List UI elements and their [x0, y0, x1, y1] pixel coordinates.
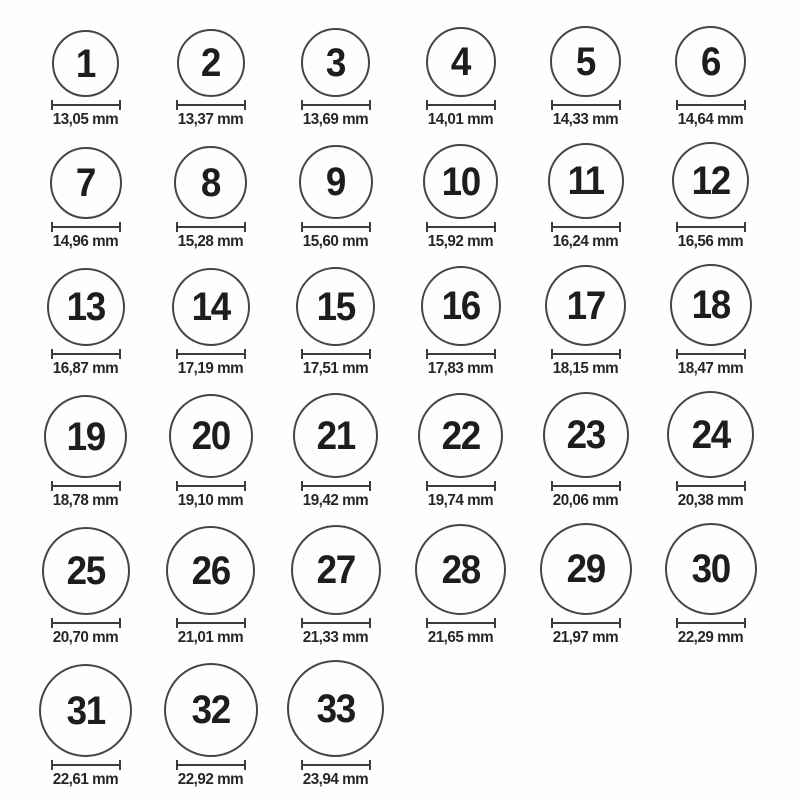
ring-size-cell [148, 268, 273, 377]
ring-circle [548, 143, 624, 219]
ring-size-cell [148, 663, 273, 788]
ring-circle [169, 394, 253, 478]
ring-size-number: 20 [191, 414, 230, 458]
ring-size-cell [23, 268, 148, 377]
ring-circle [423, 144, 498, 219]
ring-size-number: 6 [700, 39, 721, 84]
ring-size-number: 30 [691, 547, 730, 591]
ring-size-number: 23 [566, 413, 605, 457]
diameter-measure-line [301, 349, 371, 359]
diameter-measure-line [676, 349, 746, 359]
diameter-label: 16,24 mm [552, 233, 619, 250]
diameter-measure-line [176, 618, 246, 628]
ring-size-number: 7 [75, 161, 96, 205]
ring-size-cell [398, 266, 523, 377]
diameter-label: 21,65 mm [427, 629, 494, 646]
ring-size-cell [648, 391, 773, 509]
ring-circle [672, 142, 749, 219]
diameter-label: 21,01 mm [177, 629, 244, 646]
ring-size-number: 5 [575, 39, 596, 84]
diameter-measure-line [301, 100, 371, 110]
ring-size-number: 24 [691, 412, 730, 457]
ring-size-number: 26 [191, 548, 230, 593]
diameter-measure-line [51, 618, 121, 628]
ring-size-cell [648, 142, 773, 250]
diameter-label: 16,56 mm [677, 233, 744, 250]
ring-circle [421, 266, 501, 346]
diameter-label: 16,87 mm [52, 360, 119, 377]
ring-size-cell [398, 393, 523, 509]
ring-size-cell [148, 146, 273, 250]
diameter-measure-line [51, 760, 121, 770]
ring-size-row [23, 523, 800, 646]
ring-circle [675, 26, 746, 97]
ring-circle [52, 30, 119, 97]
ring-size-cell [23, 147, 148, 250]
diameter-measure-line [301, 222, 371, 232]
ring-size-number: 14 [191, 285, 230, 329]
ring-size-cell [523, 143, 648, 250]
ring-circle [287, 660, 384, 757]
ring-size-number: 21 [316, 413, 355, 458]
ring-size-number: 16 [441, 284, 480, 328]
diameter-measure-line [551, 349, 621, 359]
ring-circle [172, 268, 250, 346]
ring-size-cell [648, 26, 773, 128]
ring-size-number: 17 [566, 283, 605, 328]
diameter-label: 20,06 mm [552, 492, 619, 509]
diameter-label: 17,83 mm [427, 360, 494, 377]
ring-size-number: 18 [691, 283, 730, 327]
diameter-label: 18,78 mm [52, 492, 119, 509]
ring-size-cell [398, 144, 523, 250]
diameter-measure-line [426, 481, 496, 491]
ring-size-number: 8 [200, 160, 221, 205]
diameter-measure-line [176, 481, 246, 491]
diameter-label: 21,33 mm [302, 629, 369, 646]
ring-size-cell [23, 527, 148, 646]
ring-size-cell [23, 395, 148, 509]
ring-circle [301, 28, 370, 97]
ring-size-cell [648, 264, 773, 377]
ring-circle [540, 523, 632, 615]
ring-circle [415, 524, 506, 615]
ring-circle [39, 664, 132, 757]
ring-size-cell [273, 267, 398, 377]
ring-size-row [23, 142, 800, 250]
ring-circle [177, 29, 245, 97]
ring-size-row [23, 264, 800, 377]
diameter-label: 14,96 mm [52, 233, 119, 250]
diameter-label: 14,64 mm [677, 111, 744, 128]
ring-circle [543, 392, 629, 478]
ring-circle [174, 146, 247, 219]
diameter-measure-line [676, 618, 746, 628]
ring-size-cell [523, 523, 648, 646]
diameter-label: 15,60 mm [302, 233, 369, 250]
ring-circle [550, 26, 621, 97]
diameter-measure-line [551, 618, 621, 628]
diameter-label: 18,47 mm [677, 360, 744, 377]
ring-size-number: 32 [191, 688, 230, 732]
diameter-measure-line [51, 222, 121, 232]
ring-circle [426, 27, 496, 97]
ring-size-cell [648, 523, 773, 646]
ring-size-cell [148, 394, 273, 509]
ring-size-cell [398, 27, 523, 128]
ring-size-number: 3 [325, 40, 346, 85]
diameter-measure-line [301, 760, 371, 770]
diameter-label: 13,69 mm [302, 111, 369, 128]
diameter-label: 19,74 mm [427, 492, 494, 509]
diameter-label: 22,29 mm [677, 629, 744, 646]
ring-size-cell [148, 29, 273, 128]
diameter-measure-line [426, 349, 496, 359]
diameter-measure-line [676, 222, 746, 232]
ring-circle [418, 393, 503, 478]
diameter-label: 14,33 mm [552, 111, 619, 128]
diameter-label: 15,28 mm [177, 233, 244, 250]
ring-size-number: 19 [66, 414, 105, 459]
ring-circle [44, 395, 127, 478]
diameter-label: 22,61 mm [52, 771, 119, 788]
diameter-label: 13,05 mm [52, 111, 119, 128]
diameter-measure-line [676, 481, 746, 491]
ring-size-cell [523, 392, 648, 509]
diameter-measure-line [426, 100, 496, 110]
ring-size-row [23, 660, 800, 788]
ring-circle [164, 663, 258, 757]
ring-circle [670, 264, 752, 346]
ring-size-cell [398, 524, 523, 646]
diameter-label: 17,19 mm [177, 360, 244, 377]
ring-size-cell [273, 393, 398, 509]
diameter-label: 23,94 mm [302, 771, 369, 788]
diameter-label: 22,92 mm [177, 771, 244, 788]
ring-circle [545, 265, 626, 346]
ring-size-row [23, 26, 800, 128]
ring-circle [299, 145, 373, 219]
ring-size-number: 13 [66, 285, 105, 329]
ring-size-cell [523, 265, 648, 377]
diameter-measure-line [551, 481, 621, 491]
diameter-measure-line [176, 760, 246, 770]
diameter-label: 18,15 mm [552, 360, 619, 377]
ring-size-number: 27 [316, 548, 355, 592]
diameter-label: 20,70 mm [52, 629, 119, 646]
diameter-measure-line [176, 349, 246, 359]
ring-size-cell [273, 28, 398, 128]
diameter-label: 15,92 mm [427, 233, 494, 250]
diameter-measure-line [301, 618, 371, 628]
ring-size-number: 22 [441, 413, 480, 458]
diameter-measure-line [551, 222, 621, 232]
ring-size-number: 25 [66, 549, 105, 593]
ring-size-cell [273, 145, 398, 250]
diameter-label: 19,42 mm [302, 492, 369, 509]
diameter-measure-line [176, 222, 246, 232]
diameter-label: 13,37 mm [177, 111, 244, 128]
ring-size-number: 28 [441, 547, 480, 592]
ring-size-cell [148, 526, 273, 646]
ring-size-cell [273, 660, 398, 788]
ring-circle [42, 527, 130, 615]
ring-circle [47, 268, 125, 346]
ring-size-row [23, 391, 800, 509]
diameter-measure-line [426, 222, 496, 232]
diameter-label: 14,01 mm [427, 111, 494, 128]
ring-size-number: 1 [75, 41, 96, 86]
diameter-measure-line [426, 618, 496, 628]
diameter-measure-line [676, 100, 746, 110]
diameter-measure-line [51, 100, 121, 110]
ring-circle [667, 391, 754, 478]
diameter-label: 21,97 mm [552, 629, 619, 646]
ring-size-cell [523, 26, 648, 128]
ring-circle [296, 267, 375, 346]
diameter-measure-line [301, 481, 371, 491]
ring-size-number: 10 [441, 159, 480, 204]
ring-size-cell [23, 30, 148, 128]
ring-size-number: 31 [66, 688, 105, 733]
ring-circle [50, 147, 122, 219]
ring-size-number: 12 [691, 158, 730, 203]
diameter-measure-line [176, 100, 246, 110]
ring-size-number: 2 [200, 41, 221, 85]
diameter-label: 20,38 mm [677, 492, 744, 509]
ring-size-number: 11 [567, 159, 604, 203]
diameter-measure-line [51, 481, 121, 491]
diameter-label: 19,10 mm [177, 492, 244, 509]
diameter-label: 17,51 mm [302, 360, 369, 377]
ring-size-cell [273, 525, 398, 646]
ring-size-number: 29 [566, 547, 605, 591]
ring-size-cell [23, 664, 148, 788]
diameter-measure-line [51, 349, 121, 359]
ring-circle [665, 523, 757, 615]
ring-circle [291, 525, 381, 615]
ring-size-number: 9 [325, 160, 346, 204]
ring-size-number: 4 [450, 40, 471, 84]
ring-circle [166, 526, 255, 615]
ring-circle [293, 393, 378, 478]
ring-size-number: 15 [316, 284, 355, 329]
diameter-measure-line [551, 100, 621, 110]
ring-size-number: 33 [316, 686, 355, 731]
